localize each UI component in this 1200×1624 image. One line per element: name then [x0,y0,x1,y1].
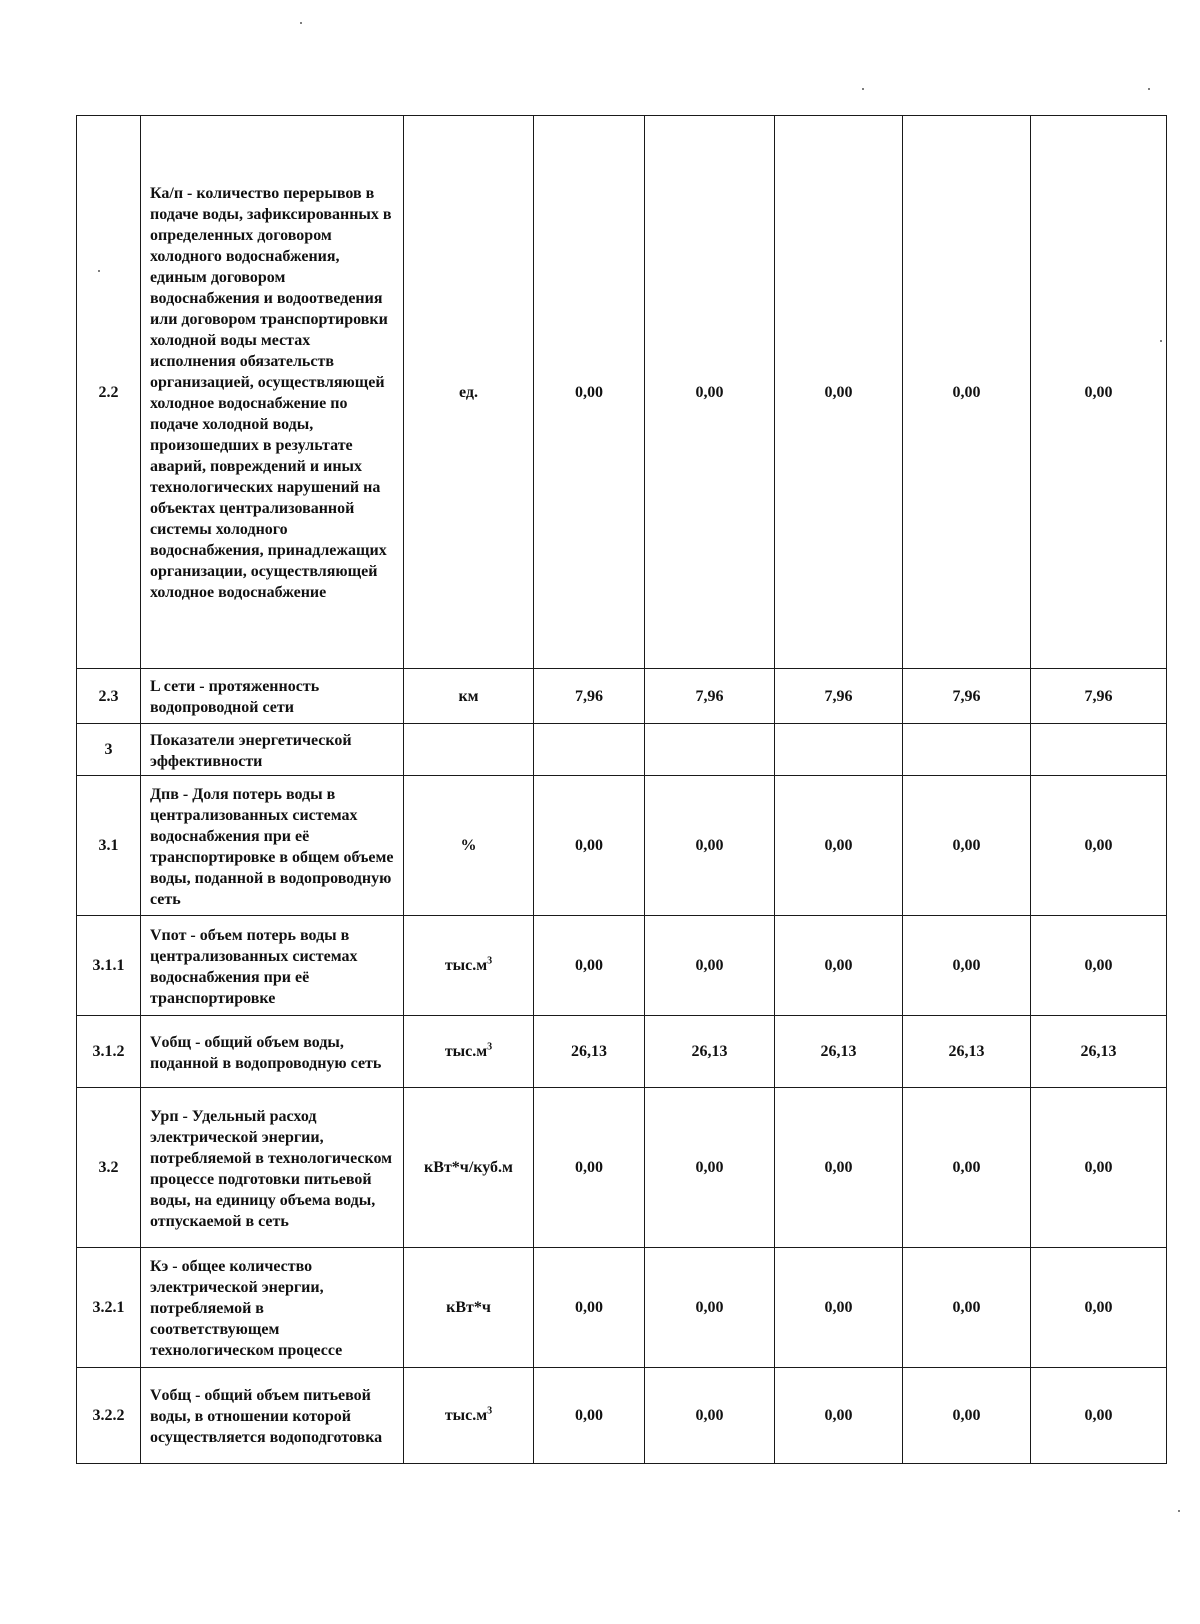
row-unit: кВт*ч/куб.м [404,1088,534,1248]
unit-text: тыс.м [444,1407,488,1424]
row-value [775,724,903,776]
row-value [534,724,645,776]
unit-superscript: 3 [487,1041,493,1053]
row-unit: кВт*ч [404,1248,534,1368]
row-value: 0,00 [645,776,775,916]
row-value: 0,00 [1031,776,1167,916]
row-number: 3.2.2 [77,1368,141,1464]
row-unit [404,1016,534,1088]
row-number: 3 [77,724,141,776]
row-value: 26,13 [1031,1016,1167,1088]
row-description: Vобщ - общий объем питьевой воды, в отношении которой осуществляется водоподготовка [141,1368,404,1464]
indicators-table [76,115,1167,1464]
table-row [77,116,1167,669]
row-value: 0,00 [903,1088,1031,1248]
row-description: Показатели энергетической эффективности [141,724,404,776]
scan-speck [862,88,864,90]
scan-speck [300,22,302,24]
row-value: 0,00 [534,1088,645,1248]
row-value: 0,00 [645,116,775,669]
scan-speck [98,270,100,272]
table-row [77,1088,1167,1248]
row-value: 0,00 [534,1368,645,1464]
row-description: Vпот - объем потерь воды в централизованных системах водоснабжения при её транспортировке [141,916,404,1016]
row-number: 2.2 [77,116,141,669]
row-value: 0,00 [775,1368,903,1464]
table-row [77,669,1167,724]
row-value: 0,00 [1031,1088,1167,1248]
row-value: 0,00 [903,776,1031,916]
row-value: 0,00 [903,916,1031,1016]
row-value: 0,00 [903,1248,1031,1368]
table-row [77,1016,1167,1088]
row-number: 3.1.1 [77,916,141,1016]
row-value: 0,00 [534,1248,645,1368]
row-unit: км [404,669,534,724]
row-value: 0,00 [645,916,775,1016]
table-row [77,1368,1167,1464]
row-value [645,724,775,776]
document-page [76,115,1166,1464]
row-value: 0,00 [775,1088,903,1248]
unit-superscript: 3 [487,1405,493,1417]
row-unit [404,1368,534,1464]
row-number: 3.1.2 [77,1016,141,1088]
row-value: 0,00 [645,1248,775,1368]
row-value: 0,00 [775,776,903,916]
row-description: Vобщ - общий объем воды, поданной в водопроводную сеть [141,1016,404,1088]
row-number: 2.3 [77,669,141,724]
row-value: 0,00 [534,776,645,916]
row-value: 26,13 [534,1016,645,1088]
row-description: L сети - протяженность водопроводной сети [141,669,404,724]
table-row [77,916,1167,1016]
row-value: 0,00 [1031,1248,1167,1368]
row-unit: ед. [404,116,534,669]
row-description: Кэ - общее количество электрической энергии, потребляемой в соответствующем технологическом процессе [141,1248,404,1368]
row-value: 26,13 [645,1016,775,1088]
row-value: 0,00 [1031,116,1167,669]
row-value: 7,96 [1031,669,1167,724]
row-number: 3.2 [77,1088,141,1248]
row-unit [404,724,534,776]
row-value: 7,96 [534,669,645,724]
table-row [77,724,1167,776]
scan-speck [1178,1510,1180,1512]
row-number: 3.1 [77,776,141,916]
row-value: 0,00 [775,116,903,669]
unit-text: тыс.м [444,1043,488,1060]
row-value: 26,13 [775,1016,903,1088]
row-value: 0,00 [1031,1368,1167,1464]
row-value: 0,00 [1031,916,1167,1016]
row-description: Урп - Удельный расход электрической энергии, потребляемой в технологическом процессе подготовки питьевой воды, на единицу объема воды, отпускаемой в сеть [141,1088,404,1248]
table-row [77,1248,1167,1368]
row-value [1031,724,1167,776]
row-value: 0,00 [645,1088,775,1248]
row-value: 7,96 [645,669,775,724]
table-row [77,776,1167,916]
row-value: 7,96 [775,669,903,724]
row-value: 0,00 [775,1248,903,1368]
row-number: 3.2.1 [77,1248,141,1368]
row-value: 0,00 [903,116,1031,669]
unit-superscript: 3 [487,955,493,967]
scan-speck [1148,88,1150,90]
row-value: 26,13 [903,1016,1031,1088]
row-description: Ка/п - количество перерывов в подаче воды, зафиксированных в определенных договором холодного водоснабжения, единым договором водоснабжения и водоотведения или договором транспортировки холодной воды местах исполнения обязательств организацией, осуществляющей холодное водоснабжение по подаче холодной воды, произошедших в результате аварий, повреждений и иных технологических нарушений на объектах централизованной системы холодного водоснабжения, принадлежащих организации, осуществляющей холодное водоснабжение [141,116,404,669]
row-unit: % [404,776,534,916]
unit-text: тыс.м [444,957,488,974]
row-value: 0,00 [534,116,645,669]
row-value: 0,00 [775,916,903,1016]
row-description: Дпв - Доля потерь воды в централизованных системах водоснабжения при её транспортировке в общем объеме воды, поданной в водопроводную сеть [141,776,404,916]
row-value [903,724,1031,776]
scan-speck [1160,340,1162,342]
row-value: 0,00 [534,916,645,1016]
row-value: 0,00 [903,1368,1031,1464]
row-unit [404,916,534,1016]
row-value: 7,96 [903,669,1031,724]
row-value: 0,00 [645,1368,775,1464]
